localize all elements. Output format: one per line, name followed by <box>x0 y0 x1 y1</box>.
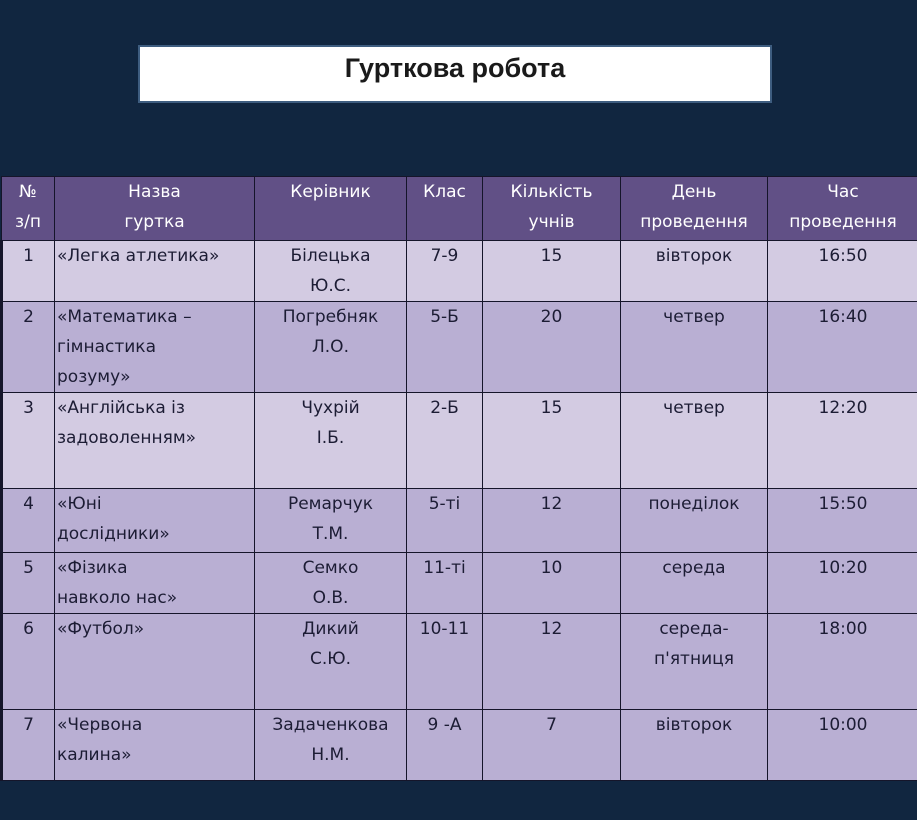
table-row <box>2 553 917 614</box>
cell-class: 5-ті <box>407 489 483 553</box>
cell-no: 6 <box>2 614 55 710</box>
cell-day: середа <box>621 553 768 614</box>
cell-time: 18:00 <box>768 614 917 710</box>
cell-name: «Легка атлетика» <box>55 241 255 302</box>
cell-leader: Задаченкова Н.М. <box>255 710 407 781</box>
header-no: № з/п <box>2 177 55 241</box>
clubs-table <box>0 176 917 781</box>
cell-time: 10:00 <box>768 710 917 781</box>
cell-day: четвер <box>621 302 768 393</box>
cell-name: «Фізика навколо нас» <box>55 553 255 614</box>
header-row <box>2 177 917 241</box>
cell-name: «Математика – гімнастика розуму» <box>55 302 255 393</box>
cell-count: 15 <box>483 393 621 489</box>
cell-leader: Білецька Ю.С. <box>255 241 407 302</box>
cell-leader: Чухрій І.Б. <box>255 393 407 489</box>
cell-no: 1 <box>2 241 55 302</box>
table-row <box>2 393 917 489</box>
cell-count: 20 <box>483 302 621 393</box>
cell-no: 4 <box>2 489 55 553</box>
header-day: День проведення <box>621 177 768 241</box>
cell-name: «Футбол» <box>55 614 255 710</box>
cell-count: 15 <box>483 241 621 302</box>
cell-leader: Семко О.В. <box>255 553 407 614</box>
cell-name: «Червона калина» <box>55 710 255 781</box>
header-count: Кількість учнів <box>483 177 621 241</box>
cell-leader: Погребняк Л.О. <box>255 302 407 393</box>
header-leader: Керівник <box>255 177 407 241</box>
cell-time: 16:50 <box>768 241 917 302</box>
table-row <box>2 241 917 302</box>
header-class: Клас <box>407 177 483 241</box>
header-name: Назва гуртка <box>55 177 255 241</box>
cell-class: 10-11 <box>407 614 483 710</box>
cell-no: 2 <box>2 302 55 393</box>
cell-day: вівторок <box>621 710 768 781</box>
cell-day: четвер <box>621 393 768 489</box>
cell-count: 10 <box>483 553 621 614</box>
cell-time: 15:50 <box>768 489 917 553</box>
cell-no: 3 <box>2 393 55 489</box>
table-row <box>2 614 917 710</box>
cell-time: 12:20 <box>768 393 917 489</box>
cell-class: 7-9 <box>407 241 483 302</box>
page-title: Гурткова робота <box>344 53 566 83</box>
cell-class: 9 -А <box>407 710 483 781</box>
title-box <box>138 45 772 103</box>
cell-class: 11-ті <box>407 553 483 614</box>
cell-day: середа- п'ятниця <box>621 614 768 710</box>
cell-no: 5 <box>2 553 55 614</box>
table-row <box>2 489 917 553</box>
cell-count: 7 <box>483 710 621 781</box>
cell-name: «Юні дослідники» <box>55 489 255 553</box>
cell-time: 10:20 <box>768 553 917 614</box>
cell-class: 5-Б <box>407 302 483 393</box>
cell-class: 2-Б <box>407 393 483 489</box>
cell-leader: Ремарчук Т.М. <box>255 489 407 553</box>
table-row <box>2 710 917 781</box>
cell-no: 7 <box>2 710 55 781</box>
cell-name: «Англійська із задоволенням» <box>55 393 255 489</box>
cell-day: понеділок <box>621 489 768 553</box>
table-row <box>2 302 917 393</box>
header-time: Час проведення <box>768 177 917 241</box>
cell-day: вівторок <box>621 241 768 302</box>
cell-count: 12 <box>483 489 621 553</box>
cell-time: 16:40 <box>768 302 917 393</box>
cell-leader: Дикий С.Ю. <box>255 614 407 710</box>
cell-count: 12 <box>483 614 621 710</box>
